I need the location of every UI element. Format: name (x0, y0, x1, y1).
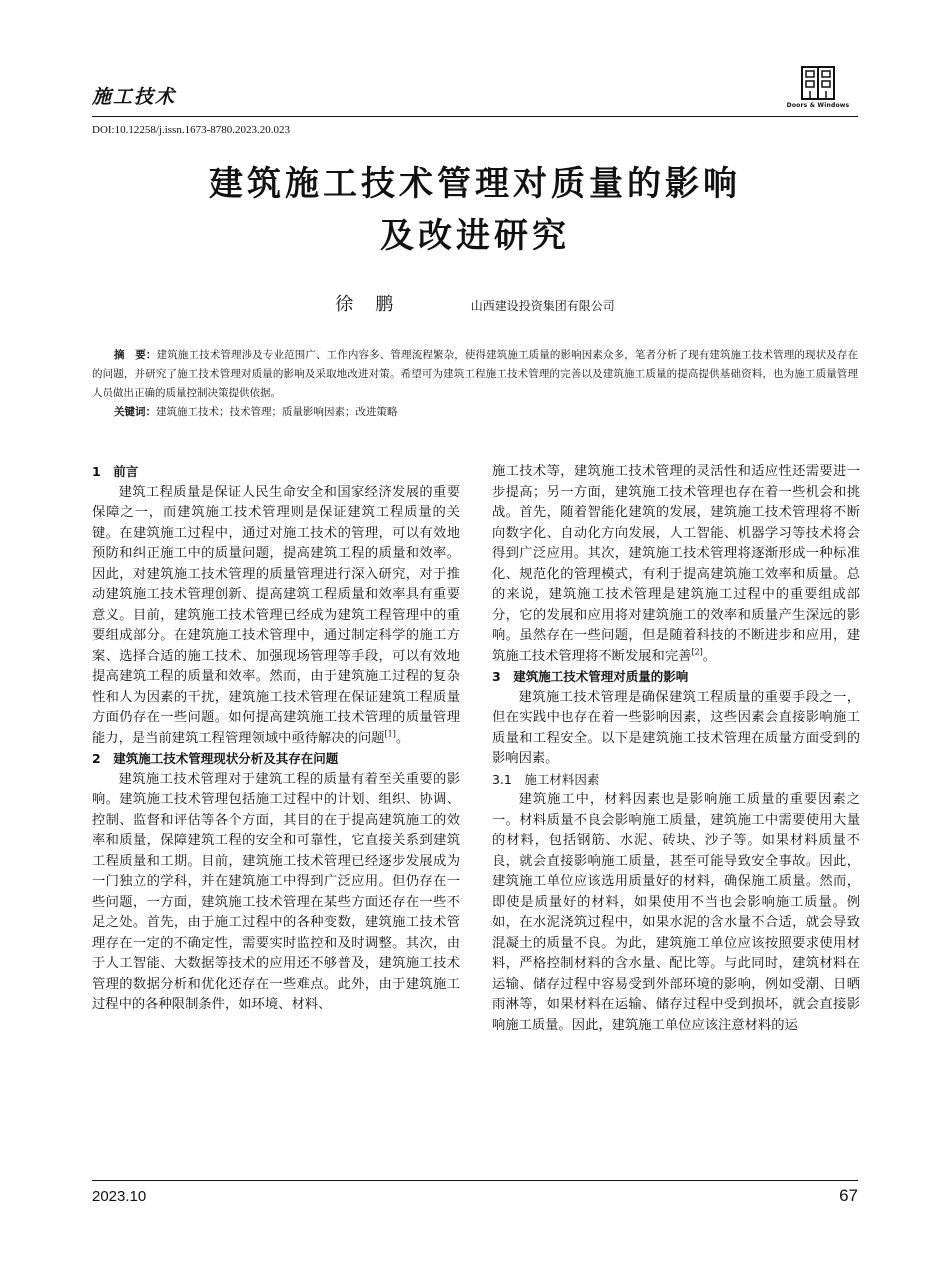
doors-windows-logo-icon (801, 66, 835, 100)
header-rule (92, 116, 858, 117)
section-1-text: 建筑工程质量是保证人民生命安全和国家经济发展的重要保障之一，而建筑施工技术管理则是保证建筑工程质量的关键。在建筑施工过程中，通过对施工技术的管理，可以有效地预防和纠正施工中的质量问题，提高建筑工程的质量和效率。因此，对建筑施工技术管理的质量管理进行深入研究，对于推动建筑施工技术管理创新、提高建筑工程质量和效率具有重要意义。目前，建筑施工技术管理已经成为建筑工程管理中的重要组成部分。在建筑施工技术管理中，通过制定科学的施工方案、选择合适的施工技术、加强现场管理等手段，可以有效地提高建筑工程的质量和效率。然而，由于建筑施工过程的复杂性和人为因素的干扰，建筑施工技术管理在保证建筑工程质量方面仍存在一些问题。如何提高建筑施工技术管理的质量管理能力，是当前建筑工程管理领域中亟待解决的问题 (92, 484, 460, 746)
section-2-heading: 2 建筑施工技术管理现状分析及其存在问题 (92, 751, 339, 766)
section-2-end: 。 (702, 648, 717, 664)
body-column-left (92, 462, 460, 1016)
keywords (92, 403, 858, 422)
section-1-heading: 1 前言 (92, 464, 139, 479)
section-2-cont-text: 施工技术等，建筑施工技术管理的灵活性和适应性还需要进一步提高；另一方面，建筑施工技术管理也存在着一些机会和挑战。首先，随着智能化建筑的发展，建筑施工技术管理将不断向数字化、自动化方向发展，人工智能、机器学习等技术将会得到广泛应用。其次，建筑施工技术管理将逐渐形成一种标准化、规范化的管理模式，有利于提高建筑施工效率和质量。总的来说，建筑施工技术管理是建筑施工过程中的重要组成部分，它的发展和应用将对建筑施工的效率和质量产生深远的影响。虽然存在一些问题，但是随着科技的不断进步和应用，建筑施工技术管理将不断发展和完善 (492, 464, 860, 664)
body-column-right (492, 462, 860, 1036)
doi: DOI:10.12258/j.issn.1673-8780.2023.20.023 (92, 124, 290, 136)
section-1-paragraph (92, 483, 460, 750)
abstract-block (92, 346, 858, 422)
logo-text: Doors & Windows (786, 102, 850, 109)
author-affiliation: 山西建设投资集团有限公司 (470, 299, 615, 313)
section-2-paragraph-continued (492, 462, 860, 667)
citation-1: [1] (384, 729, 396, 739)
footer-rule (92, 1180, 858, 1181)
section-3-paragraph: 建筑施工技术管理是确保建筑工程质量的重要手段之一，但在实践中也存在着一些影响因素，这些因素会直接影响施工质量和工程安全。以下是建筑施工技术管理在质量方面受到的影响因素。 (492, 689, 860, 766)
section-3-heading: 3 建筑施工技术管理对质量的影响 (492, 669, 689, 684)
issue-date: 2023.10 (92, 1188, 147, 1205)
title-line-2: 及改进研究 (380, 216, 570, 256)
abstract-label: 摘 要： (114, 349, 157, 361)
section-2-paragraph: 建筑施工技术管理对于建筑工程的质量有着至关重要的影响。建筑施工技术管理包括施工过程中的计划、组织、协调、控制、监督和评估等各个方面，其目的在于提高建筑施工的效率和质量，保障建筑工程的安全和可靠性，它直接关系到建筑工程质量和工期。目前，建筑施工技术管理已经逐步发展成为一门独立的学科，并在建筑施工中得到广泛应用。但仍存在一些问题，一方面，建筑施工技术管理在某些方面还存在一些不足之处。首先，由于施工过程中的各种变数，建筑施工技术管理存在一定的不确定性，需要实时监控和及时调整。其次，由于人工智能、大数据等技术的应用还不够普及，建筑施工技术管理的数据分析和优化还存在一些难点。此外，由于建筑施工过程中的各种限制条件，如环境、材料、 (92, 771, 460, 1012)
section-3-1-paragraph: 建筑施工中，材料因素也是影响施工质量的重要因素之一。材料质量不良会影响施工质量，建筑施工中需要使用大量的材料，包括钢筋、水泥、砖块、沙子等。如果材料质量不良，就会直接影响施工质量，甚至可能导致安全事故。因此，建筑施工单位应该选用质量好的材料，确保施工质量。然而，即使是质量好的材料，如果使用不当也会影响施工质量。例如，在水泥浇筑过程中，如果水泥的含水量不合适，就会导致混凝土的质量不良。为此，建筑施工单位应该按照要求使用材料，严格控制材料的含水量、配比等。与此同时，建筑材料在运输、储存过程中容易受到外部环境的影响，例如受潮、日晒雨淋等，如果材料在运输、储存过程中受到损坏，就会直接影响施工质量。因此，建筑施工单位应该注意材料的运 (492, 792, 860, 1033)
citation-2: [2] (691, 647, 703, 657)
keywords-label: 关键词： (114, 406, 156, 418)
abstract-text: 建筑施工技术管理涉及专业范围广、工作内容多、管理流程繁杂，使得建筑施工质量的影响因素众多，笔者分析了现有建筑施工技术管理的现状及存在的问题，并研究了施工技术管理对质量的影响及采取地改进对策。希望可为建筑工程施工技术管理的完善以及建筑施工质量的提高提供基础资料，也为施工质量管理人员做出正确的质量控制决策提供依据。 (92, 349, 859, 399)
paper-title (92, 158, 858, 262)
journal-logo (778, 66, 858, 112)
title-line-1: 建筑施工技术管理对质量的影响 (209, 164, 741, 204)
section-title: 施工技术 (92, 86, 177, 108)
section-3-1-heading: 3.1 施工材料因素 (492, 771, 600, 787)
section-1-end: 。 (395, 730, 410, 746)
keywords-text: 建筑施工技术；技术管理；质量影响因素；改进策略 (156, 406, 398, 418)
author-row (0, 290, 950, 316)
author-name: 徐鹏 (335, 294, 416, 315)
page-number: 67 (839, 1186, 858, 1205)
journal-section-header (92, 82, 422, 116)
abstract (92, 346, 858, 403)
